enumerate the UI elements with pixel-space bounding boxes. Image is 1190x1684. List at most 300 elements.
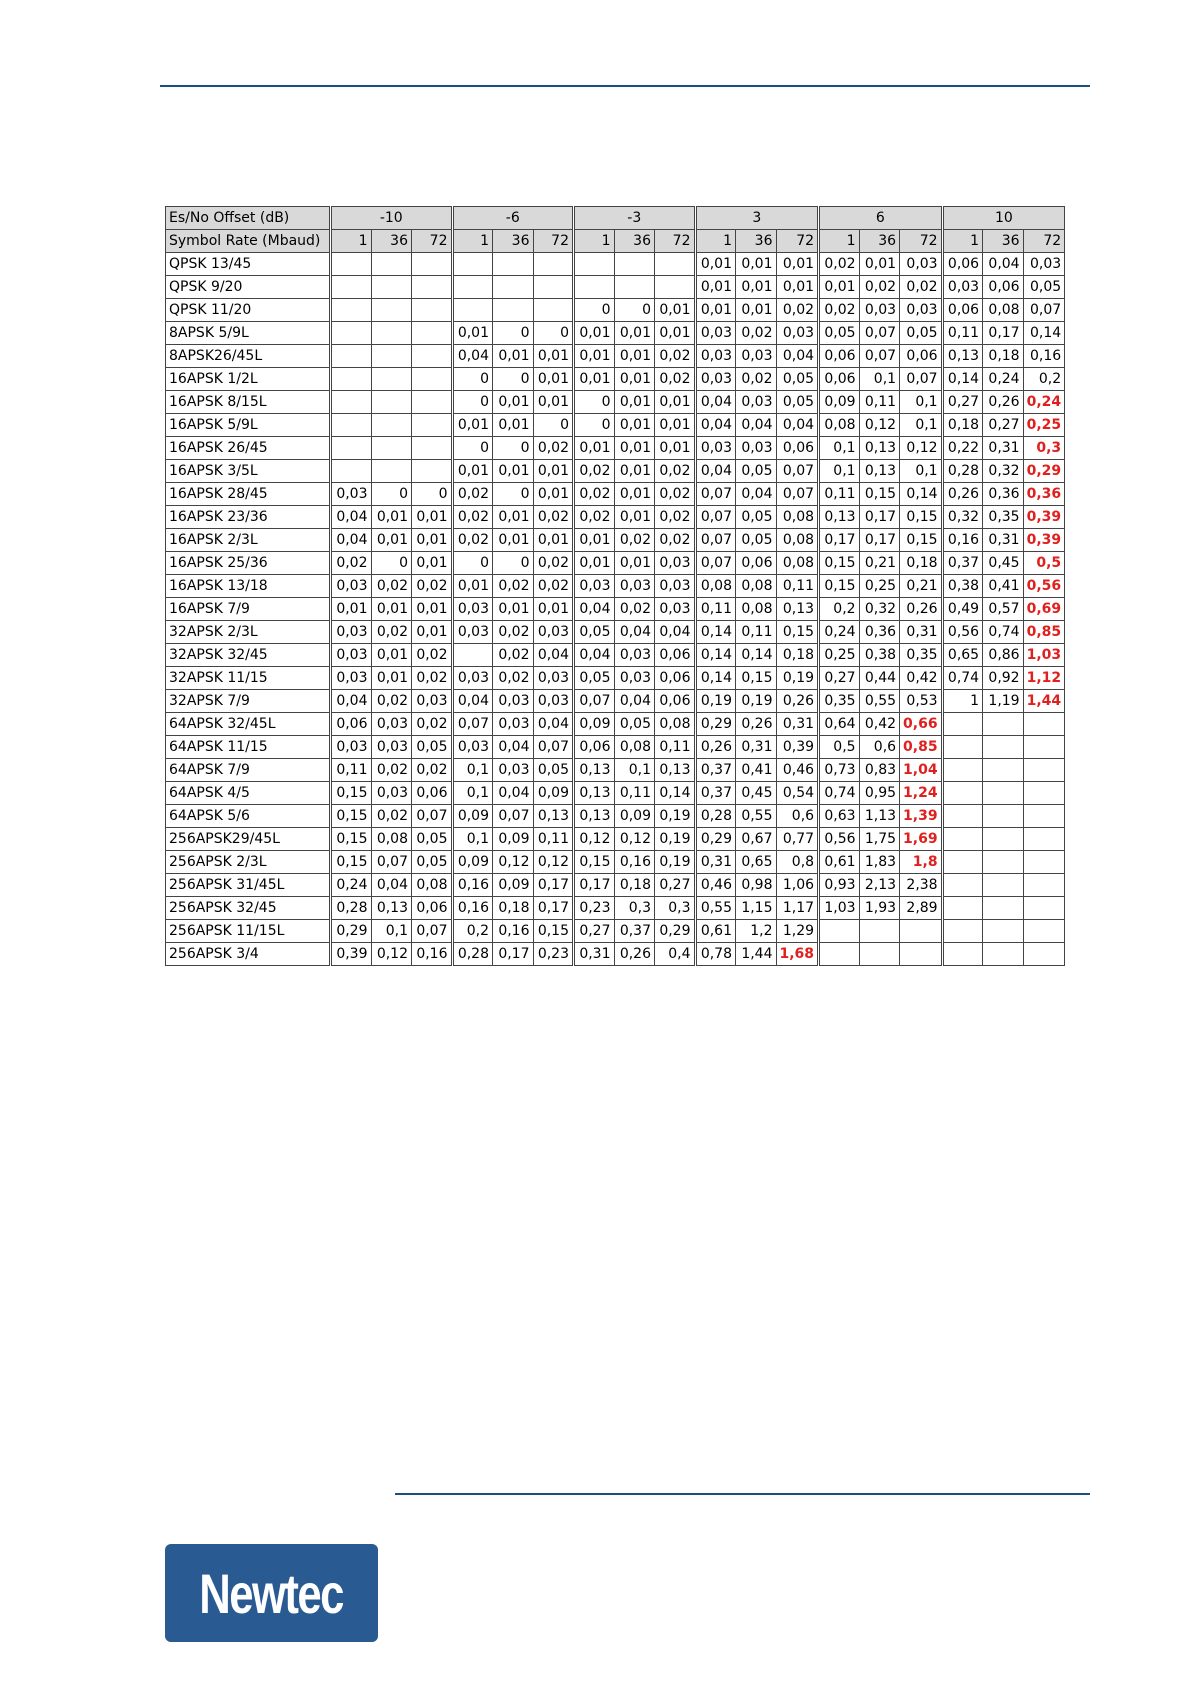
value-cell: 0,02 — [736, 322, 777, 345]
value-cell: 0,78 — [695, 943, 736, 966]
value-cell: 0,03 — [533, 621, 574, 644]
value-cell: 0,06 — [574, 736, 615, 759]
value-cell: 1,69 — [900, 828, 943, 851]
value-cell: 0,13 — [574, 759, 615, 782]
value-cell: 0,05 — [412, 736, 453, 759]
value-cell: 0,36 — [859, 621, 900, 644]
rate-header-cell: 72 — [655, 230, 696, 253]
value-cell: 0,13 — [655, 759, 696, 782]
offset-header-cell: 10 — [942, 207, 1065, 230]
value-cell: 0,01 — [493, 598, 534, 621]
table-row — [166, 805, 1065, 828]
value-cell — [1023, 897, 1065, 920]
value-cell: 0,01 — [412, 621, 453, 644]
value-cell: 0,06 — [655, 690, 696, 713]
value-cell: 0,02 — [371, 690, 412, 713]
performance-table — [165, 206, 1065, 966]
value-cell: 0,1 — [900, 414, 943, 437]
value-cell: 0,11 — [776, 575, 819, 598]
value-cell — [900, 943, 943, 966]
value-cell: 1,8 — [900, 851, 943, 874]
table-row — [166, 414, 1065, 437]
value-cell: 0 — [412, 483, 453, 506]
value-cell — [331, 460, 372, 483]
value-cell: 0,13 — [574, 782, 615, 805]
value-cell — [533, 253, 574, 276]
value-cell: 0,04 — [452, 345, 493, 368]
value-cell: 0,01 — [736, 253, 777, 276]
value-cell: 0,74 — [819, 782, 860, 805]
table-row — [166, 575, 1065, 598]
value-cell: 0,22 — [942, 437, 983, 460]
table-row — [166, 483, 1065, 506]
value-cell: 0,01 — [533, 598, 574, 621]
value-cell: 0,19 — [655, 851, 696, 874]
value-cell: 0,03 — [331, 736, 372, 759]
value-cell: 0,04 — [983, 253, 1024, 276]
value-cell — [942, 805, 983, 828]
value-cell: 0,03 — [331, 667, 372, 690]
value-cell: 0,15 — [331, 805, 372, 828]
value-cell: 0,16 — [452, 874, 493, 897]
value-cell: 0,39 — [1023, 529, 1065, 552]
value-cell: 0,01 — [371, 529, 412, 552]
value-cell: 0,03 — [331, 644, 372, 667]
value-cell: 0,01 — [614, 391, 655, 414]
rate-header-cell: 36 — [614, 230, 655, 253]
value-cell — [412, 299, 453, 322]
value-cell: 0,09 — [493, 874, 534, 897]
value-cell — [1023, 828, 1065, 851]
value-cell: 0,12 — [533, 851, 574, 874]
table-row — [166, 782, 1065, 805]
value-cell: 0,07 — [412, 920, 453, 943]
value-cell: 0,08 — [776, 529, 819, 552]
value-cell: 0,01 — [533, 368, 574, 391]
value-cell: 0,01 — [371, 506, 412, 529]
value-cell: 0 — [493, 368, 534, 391]
value-cell: 0,01 — [736, 299, 777, 322]
rate-header-label: Symbol Rate (Mbaud) — [166, 230, 331, 253]
value-cell: 0,66 — [900, 713, 943, 736]
value-cell: 0,32 — [983, 460, 1024, 483]
value-cell: 0,15 — [331, 782, 372, 805]
value-cell: 0,01 — [371, 644, 412, 667]
value-cell: 0,29 — [331, 920, 372, 943]
value-cell — [493, 253, 534, 276]
modcod-label: 8APSK 5/9L — [166, 322, 331, 345]
value-cell: 0,01 — [412, 506, 453, 529]
value-cell: 1,75 — [859, 828, 900, 851]
rate-header-cell: 72 — [900, 230, 943, 253]
value-cell: 0,02 — [655, 368, 696, 391]
value-cell: 0,04 — [452, 690, 493, 713]
value-cell: 0,17 — [533, 897, 574, 920]
value-cell — [412, 437, 453, 460]
table-row — [166, 644, 1065, 667]
value-cell — [983, 874, 1024, 897]
value-cell — [1023, 851, 1065, 874]
value-cell: 0,01 — [614, 368, 655, 391]
value-cell: 0,63 — [819, 805, 860, 828]
value-cell: 0,12 — [614, 828, 655, 851]
value-cell: 0,01 — [695, 299, 736, 322]
value-cell: 0,27 — [819, 667, 860, 690]
value-cell: 1 — [942, 690, 983, 713]
modcod-label: 16APSK 26/45 — [166, 437, 331, 460]
value-cell — [983, 713, 1024, 736]
value-cell: 1,29 — [776, 920, 819, 943]
rate-header-cell: 36 — [736, 230, 777, 253]
modcod-label: 64APSK 11/15 — [166, 736, 331, 759]
value-cell: 0,05 — [574, 667, 615, 690]
value-cell: 0,14 — [695, 667, 736, 690]
value-cell: 0,02 — [574, 460, 615, 483]
value-cell: 0,35 — [819, 690, 860, 713]
value-cell: 0,18 — [900, 552, 943, 575]
value-cell: 0 — [493, 437, 534, 460]
value-cell — [452, 276, 493, 299]
rate-header-cell: 72 — [1023, 230, 1065, 253]
rate-header-cell: 1 — [942, 230, 983, 253]
value-cell: 0,14 — [1023, 322, 1065, 345]
value-cell: 0,13 — [533, 805, 574, 828]
value-cell: 0,07 — [412, 805, 453, 828]
value-cell: 0,45 — [983, 552, 1024, 575]
value-cell: 0,06 — [331, 713, 372, 736]
rate-header-row — [166, 230, 1065, 253]
value-cell: 0,01 — [574, 437, 615, 460]
value-cell: 0,04 — [371, 874, 412, 897]
value-cell — [371, 460, 412, 483]
value-cell: 0,64 — [819, 713, 860, 736]
value-cell — [1023, 943, 1065, 966]
value-cell — [983, 805, 1024, 828]
table-row — [166, 322, 1065, 345]
value-cell — [371, 322, 412, 345]
value-cell: 0,05 — [776, 391, 819, 414]
value-cell: 0,03 — [412, 690, 453, 713]
value-cell: 0 — [371, 552, 412, 575]
value-cell: 0,56 — [942, 621, 983, 644]
value-cell: 0,02 — [533, 437, 574, 460]
value-cell: 0,17 — [574, 874, 615, 897]
value-cell: 0,04 — [655, 621, 696, 644]
value-cell: 0,03 — [900, 253, 943, 276]
offset-header-label: Es/No Offset (dB) — [166, 207, 331, 230]
value-cell: 0,03 — [614, 575, 655, 598]
value-cell: 0,05 — [1023, 276, 1065, 299]
value-cell — [1023, 759, 1065, 782]
value-cell: 0,02 — [452, 529, 493, 552]
value-cell: 0,1 — [452, 759, 493, 782]
value-cell: 0,03 — [655, 552, 696, 575]
value-cell: 0,31 — [983, 529, 1024, 552]
value-cell — [942, 759, 983, 782]
value-cell: 0,11 — [942, 322, 983, 345]
value-cell: 0,04 — [574, 598, 615, 621]
value-cell: 0,09 — [819, 391, 860, 414]
value-cell: 0,04 — [614, 690, 655, 713]
value-cell: 0,05 — [776, 368, 819, 391]
value-cell: 0,17 — [533, 874, 574, 897]
value-cell: 0,03 — [776, 322, 819, 345]
value-cell: 0,05 — [614, 713, 655, 736]
value-cell: 0,21 — [900, 575, 943, 598]
value-cell: 0 — [452, 368, 493, 391]
value-cell: 0,1 — [819, 460, 860, 483]
value-cell: 1,19 — [983, 690, 1024, 713]
value-cell: 0,02 — [452, 483, 493, 506]
table-row — [166, 874, 1065, 897]
value-cell — [1023, 805, 1065, 828]
value-cell: 0,01 — [776, 253, 819, 276]
value-cell: 0,16 — [942, 529, 983, 552]
value-cell — [574, 276, 615, 299]
value-cell: 0,28 — [452, 943, 493, 966]
value-cell — [331, 299, 372, 322]
value-cell: 0,03 — [736, 345, 777, 368]
value-cell: 0,1 — [900, 460, 943, 483]
value-cell: 0,05 — [412, 828, 453, 851]
value-cell: 0,38 — [859, 644, 900, 667]
value-cell: 0,11 — [695, 598, 736, 621]
value-cell: 0,01 — [371, 598, 412, 621]
value-cell: 0,02 — [412, 759, 453, 782]
value-cell: 0,03 — [452, 667, 493, 690]
value-cell: 0,01 — [493, 506, 534, 529]
value-cell — [371, 391, 412, 414]
value-cell: 0,67 — [736, 828, 777, 851]
value-cell: 0,03 — [655, 575, 696, 598]
offset-header-cell: -3 — [574, 207, 696, 230]
modcod-label: 32APSK 32/45 — [166, 644, 331, 667]
modcod-label: QPSK 9/20 — [166, 276, 331, 299]
offset-header-row — [166, 207, 1065, 230]
value-cell: 1,39 — [900, 805, 943, 828]
value-cell: 0,31 — [776, 713, 819, 736]
value-cell: 0,26 — [695, 736, 736, 759]
value-cell: 0,01 — [859, 253, 900, 276]
modcod-label: 64APSK 4/5 — [166, 782, 331, 805]
value-cell: 0,01 — [614, 460, 655, 483]
value-cell: 0,04 — [695, 460, 736, 483]
value-cell: 1,24 — [900, 782, 943, 805]
value-cell: 0 — [493, 552, 534, 575]
value-cell: 0,01 — [493, 345, 534, 368]
value-cell: 0,01 — [695, 253, 736, 276]
value-cell: 1,03 — [819, 897, 860, 920]
modcod-label: QPSK 13/45 — [166, 253, 331, 276]
table-row — [166, 437, 1065, 460]
value-cell: 0,83 — [859, 759, 900, 782]
value-cell: 0,03 — [736, 391, 777, 414]
value-cell — [371, 414, 412, 437]
value-cell: 0,18 — [776, 644, 819, 667]
value-cell: 0,31 — [574, 943, 615, 966]
modcod-label: 16APSK 7/9 — [166, 598, 331, 621]
value-cell — [819, 920, 860, 943]
value-cell: 0,06 — [776, 437, 819, 460]
value-cell: 0,04 — [331, 690, 372, 713]
value-cell: 0,16 — [412, 943, 453, 966]
value-cell: 0,06 — [819, 368, 860, 391]
value-cell: 0,13 — [574, 805, 615, 828]
value-cell: 0,07 — [533, 736, 574, 759]
offset-header-cell: -6 — [452, 207, 574, 230]
value-cell: 0,04 — [736, 414, 777, 437]
value-cell: 0,01 — [452, 414, 493, 437]
value-cell: 0,03 — [452, 621, 493, 644]
table-row — [166, 345, 1065, 368]
value-cell: 0,14 — [942, 368, 983, 391]
value-cell: 0,13 — [942, 345, 983, 368]
value-cell: 0,13 — [859, 437, 900, 460]
value-cell: 0,03 — [533, 690, 574, 713]
offset-header-cell: -10 — [331, 207, 453, 230]
table-row — [166, 552, 1065, 575]
value-cell: 0,02 — [412, 713, 453, 736]
value-cell: 0,18 — [983, 345, 1024, 368]
value-cell: 0,11 — [819, 483, 860, 506]
value-cell: 0,95 — [859, 782, 900, 805]
value-cell — [942, 943, 983, 966]
value-cell: 0,11 — [859, 391, 900, 414]
value-cell: 0,01 — [412, 529, 453, 552]
value-cell: 0,01 — [493, 529, 534, 552]
value-cell: 0,07 — [695, 506, 736, 529]
logo-text: Newtec — [199, 1561, 344, 1625]
value-cell: 0,15 — [736, 667, 777, 690]
value-cell: 0,08 — [819, 414, 860, 437]
value-cell: 0,1 — [371, 920, 412, 943]
value-cell: 0,44 — [859, 667, 900, 690]
value-cell: 0,07 — [859, 322, 900, 345]
table-row — [166, 713, 1065, 736]
value-cell: 0,08 — [776, 552, 819, 575]
value-cell: 0,6 — [776, 805, 819, 828]
value-cell: 0,02 — [819, 299, 860, 322]
value-cell — [452, 644, 493, 667]
value-cell: 0,23 — [574, 897, 615, 920]
table-row — [166, 598, 1065, 621]
table-row — [166, 299, 1065, 322]
value-cell: 0,05 — [736, 460, 777, 483]
value-cell: 0,01 — [533, 483, 574, 506]
value-cell: 0,35 — [900, 644, 943, 667]
value-cell: 0,07 — [1023, 299, 1065, 322]
value-cell: 0,18 — [493, 897, 534, 920]
value-cell: 0,02 — [533, 575, 574, 598]
rate-header-cell: 72 — [776, 230, 819, 253]
offset-header-cell: 6 — [819, 207, 943, 230]
value-cell — [533, 299, 574, 322]
value-cell: 0,08 — [736, 598, 777, 621]
value-cell: 0,02 — [776, 299, 819, 322]
value-cell — [371, 368, 412, 391]
value-cell: 0,45 — [736, 782, 777, 805]
value-cell — [983, 828, 1024, 851]
value-cell: 0,04 — [331, 506, 372, 529]
value-cell — [942, 874, 983, 897]
value-cell: 0,07 — [776, 460, 819, 483]
modcod-label: 32APSK 7/9 — [166, 690, 331, 713]
value-cell: 0,37 — [695, 782, 736, 805]
value-cell: 0,06 — [900, 345, 943, 368]
value-cell: 0,02 — [493, 667, 534, 690]
value-cell — [412, 276, 453, 299]
value-cell: 0,13 — [776, 598, 819, 621]
value-cell: 0,03 — [695, 322, 736, 345]
value-cell: 0,31 — [983, 437, 1024, 460]
value-cell: 0,02 — [655, 483, 696, 506]
value-cell: 0,57 — [983, 598, 1024, 621]
value-cell: 0,09 — [614, 805, 655, 828]
value-cell: 0,18 — [614, 874, 655, 897]
value-cell: 0,07 — [776, 483, 819, 506]
value-cell: 0,19 — [736, 690, 777, 713]
value-cell: 0,5 — [819, 736, 860, 759]
value-cell: 0,07 — [371, 851, 412, 874]
modcod-label: 32APSK 11/15 — [166, 667, 331, 690]
value-cell: 0 — [452, 552, 493, 575]
value-cell: 0,37 — [614, 920, 655, 943]
value-cell: 1,93 — [859, 897, 900, 920]
value-cell: 0,73 — [819, 759, 860, 782]
value-cell: 0,06 — [412, 782, 453, 805]
table-row — [166, 391, 1065, 414]
value-cell: 0,93 — [819, 874, 860, 897]
value-cell: 0,07 — [695, 529, 736, 552]
value-cell: 0,03 — [655, 598, 696, 621]
value-cell: 0,56 — [819, 828, 860, 851]
value-cell: 0,03 — [574, 575, 615, 598]
value-cell: 0,16 — [493, 920, 534, 943]
value-cell: 0,15 — [900, 529, 943, 552]
table-row — [166, 276, 1065, 299]
value-cell: 0,01 — [493, 391, 534, 414]
value-cell — [1023, 874, 1065, 897]
value-cell: 0,01 — [614, 322, 655, 345]
value-cell — [819, 943, 860, 966]
value-cell — [859, 920, 900, 943]
value-cell: 0,49 — [942, 598, 983, 621]
value-cell: 0 — [574, 414, 615, 437]
value-cell — [983, 897, 1024, 920]
modcod-label: 16APSK 13/18 — [166, 575, 331, 598]
value-cell: 0,26 — [983, 391, 1024, 414]
value-cell: 0,06 — [655, 667, 696, 690]
value-cell: 0,04 — [331, 529, 372, 552]
value-cell: 0,85 — [1023, 621, 1065, 644]
value-cell — [983, 782, 1024, 805]
value-cell — [942, 828, 983, 851]
value-cell — [574, 253, 615, 276]
value-cell: 0,05 — [736, 529, 777, 552]
value-cell: 0,17 — [859, 529, 900, 552]
value-cell: 0,4 — [655, 943, 696, 966]
rate-header-cell: 1 — [819, 230, 860, 253]
value-cell: 0,04 — [574, 644, 615, 667]
value-cell — [331, 391, 372, 414]
value-cell: 0,13 — [819, 506, 860, 529]
value-cell: 0,74 — [983, 621, 1024, 644]
value-cell: 0,03 — [452, 736, 493, 759]
value-cell: 0,07 — [695, 552, 736, 575]
value-cell: 0,15 — [331, 828, 372, 851]
value-cell: 0,37 — [942, 552, 983, 575]
value-cell: 0,01 — [655, 299, 696, 322]
